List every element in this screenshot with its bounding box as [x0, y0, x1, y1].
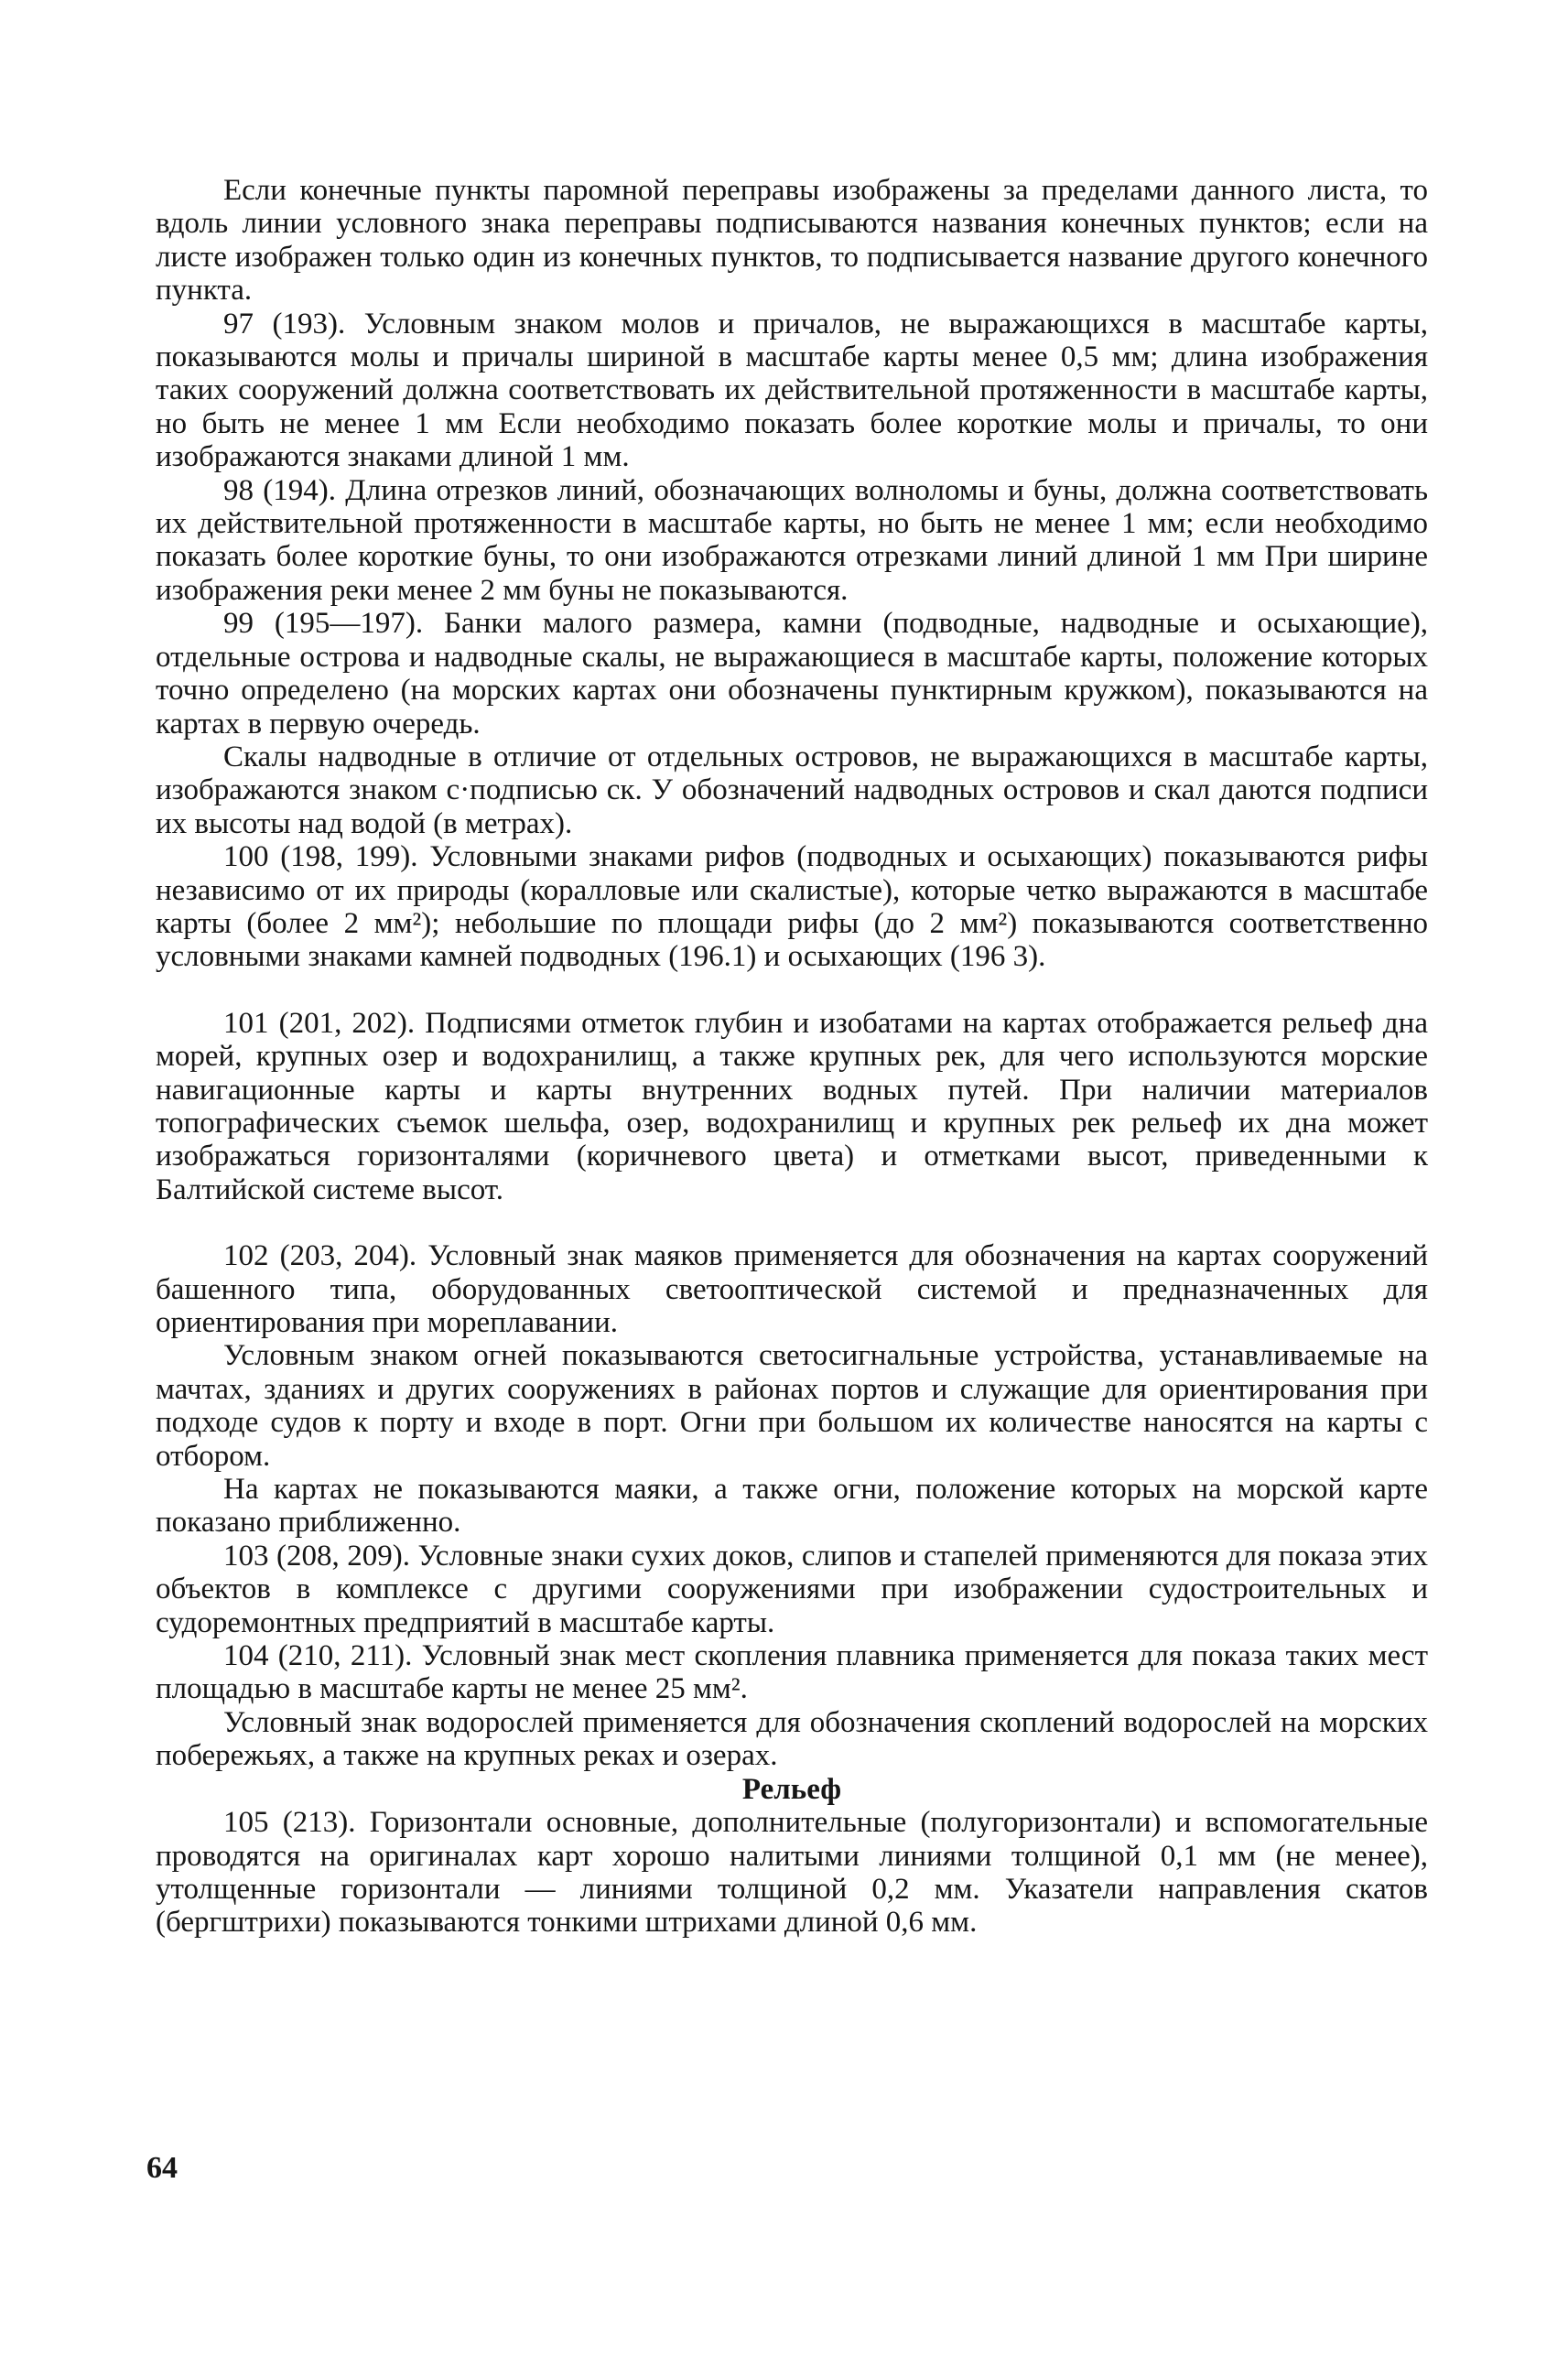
paragraph-98: 98 (194). Длина отрезков линий, обозначающих волноломы и буны, должна соответствовать их действительной протяженности в масштабе карты, но быть не менее 1 мм; если необходимо показать более короткие буны, то они изображаются отрезками линий длиной 1 мм При ширине изображения реки менее 2 мм буны не показываются.	[156, 473, 1428, 607]
paragraph-105: 105 (213). Горизонтали основные, дополнительные (полугоризонтали) и вспомогательные проводятся на оригиналах карт хорошо налитыми линиями толщиной 0,1 мм (не менее), утолщенные горизонтали — линиями толщиной 0,2 мм. Указатели направления скатов (бергштрихи) показываются тонкими штрихами длиной 0,6 мм.	[156, 1806, 1428, 1940]
paragraph-103: 103 (208, 209). Условные знаки сухих доков, слипов и стапелей применяются для показа этих объектов в комплексе с другими сооружениями при изображении судостроительных и судоремонтных предприятий в масштабе карты.	[156, 1539, 1428, 1639]
paragraph-seaweed: Условный знак водорослей применяется для обозначения скоплений водорослей на морских побережьях, а также на крупных реках и озерах.	[156, 1705, 1428, 1773]
page-number: 64	[146, 2151, 178, 2185]
paragraph-97: 97 (193). Условным знаком молов и причалов, не выражающихся в масштабе карты, показываются молы и причалы шириной в масштабе карты менее 0,5 мм; длина изображения таких сооружений должна соответствовать их действительной протяженности в масштабе карты, но быть не менее 1 мм Если необходимо показать более короткие молы и причалы, то они изображаются знаками длиной 1 мм.	[156, 307, 1428, 474]
paragraph-lighthouses: На картах не показываются маяки, а также огни, положение которых на морской карте показано приближенно.	[156, 1473, 1428, 1540]
paragraph-101: 101 (201, 202). Подписями отметок глубин и изобатами на картах отображается рельеф дна морей, крупных озер и водохранилищ, а также крупных рек, для чего используются морские навигационные карты и карты внутренних водных путей. При наличии материалов топографических съемок шельфа, озер, водохранилищ и крупных рек рельеф их дна может изображаться горизонталями (коричневого цвета) и отметками высот, приведенными к Балтийской системе высот.	[156, 1006, 1428, 1206]
paragraph-104: 104 (210, 211). Условный знак мест скопления плавника применяется для показа таких мест площадью в масштабе карты не менее 25 мм².	[156, 1639, 1428, 1706]
paragraph-rocks: Скалы надводные в отличие от отдельных островов, не выражающихся в масштабе карты, изображаются знаком с·подписью ск. У обозначений надводных островов и скал даются подписи их высоты над водой (в метрах).	[156, 740, 1428, 840]
paragraph-102: 102 (203, 204). Условный знак маяков применяется для обозначения на картах сооружений башенного типа, оборудованных светооптической системой и предназначенных для ориентирования при мореплавании.	[156, 1239, 1428, 1339]
paragraph-99: 99 (195—197). Банки малого размера, камни (подводные, надводные и осыхающие), отдельные острова и надводные скалы, не выражающиеся в масштабе карты, положение которых точно определено (на морских картах они обозначены пунктирным кружком), показываются на картах в первую очередь.	[156, 607, 1428, 740]
paragraph-100: 100 (198, 199). Условными знаками рифов (подводных и осыхающих) показываются рифы независимо от их природы (коралловые или скалистые), которые четко выражаются в масштабе карты (более 2 мм²); небольшие по площади рифы (до 2 мм²) показываются соответственно условными знаками камней подводных (196.1) и осыхающих (196 3).	[156, 840, 1428, 974]
paragraph-ferry: Если конечные пункты паромной переправы изображены за пределами данного листа, то вдоль линии условного знака переправы подписываются названия конечных пунктов; если на листе изображен только один из конечных пунктов, то подписывается название другого конечного пункта.	[156, 174, 1428, 308]
page-body	[156, 174, 1428, 1940]
paragraph-lights: Условным знаком огней показываются светосигнальные устройства, устанавливаемые на мачтах, зданиях и других сооружениях в районах портов и служащие для ориентирования при подходе судов к порту и входе в порт. Огни при большом их количестве наносятся на карты с отбором.	[156, 1339, 1428, 1473]
section-heading: Рельеф	[741, 1772, 842, 1806]
